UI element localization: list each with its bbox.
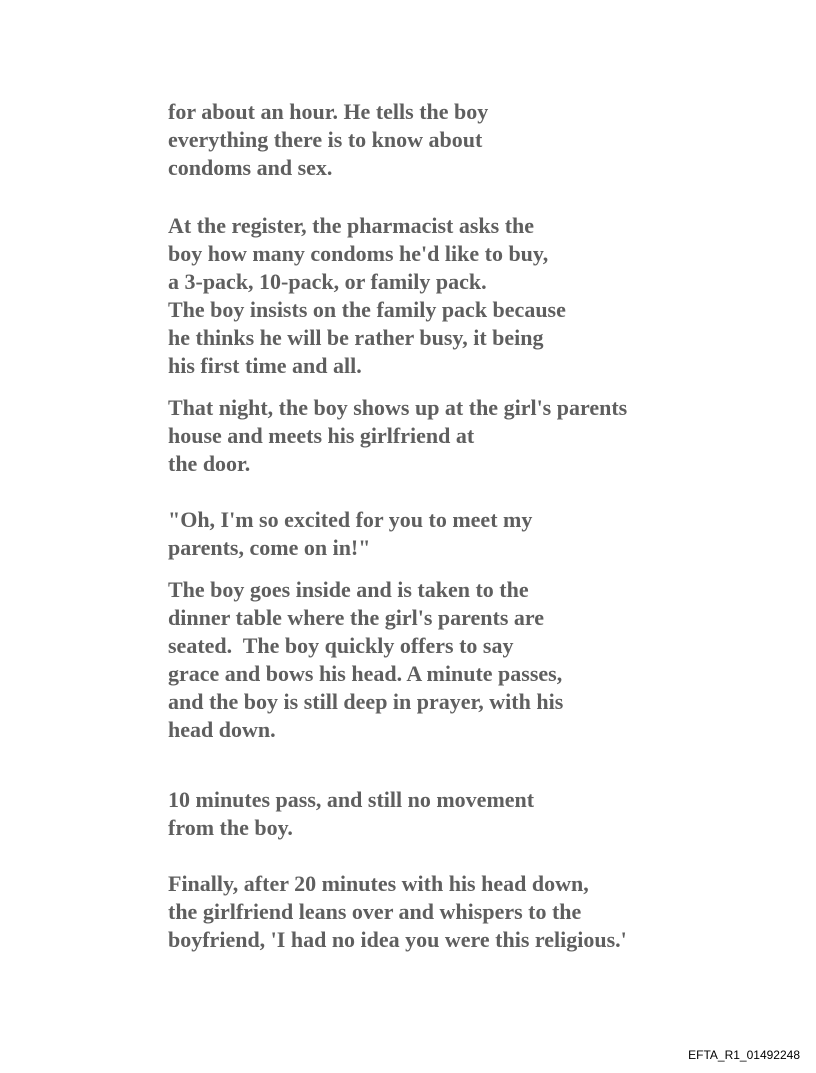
paragraph-2-line-5: he thinks he will be rather busy, it being <box>168 325 544 350</box>
paragraph-5-line-2: dinner table where the girl's parents are <box>168 605 545 630</box>
paragraph-1-line-2: everything there is to know about <box>168 127 483 152</box>
paragraph-1-line-3: condoms and sex. <box>168 155 333 180</box>
paragraph-6-line-2: from the boy. <box>168 815 293 840</box>
paragraph-2-line-6: his first time and all. <box>168 353 362 378</box>
paragraph-5-line-4: grace and bows his head. A minute passes, <box>168 661 563 686</box>
paragraph-7-line-3: boyfriend, 'I had no idea you were this religious.' <box>168 927 627 952</box>
paragraph-5-line-5: and the boy is still deep in prayer, with his <box>168 689 564 714</box>
paragraph-3-line-2: house and meets his girlfriend at <box>168 423 475 448</box>
paragraph-5-line-1: The boy goes inside and is taken to the <box>168 577 529 602</box>
document-id-label: EFTA_R1_01492248 <box>688 1048 800 1062</box>
paragraph-3-line-1: That night, the boy shows up at the girl's parents <box>168 395 628 420</box>
paragraph-1-line-1: for about an hour. He tells the boy <box>168 99 489 124</box>
paragraph-6-line-1: 10 minutes pass, and still no movement <box>168 787 535 812</box>
paragraph-2-line-3: a 3-pack, 10-pack, or family pack. <box>168 269 487 294</box>
paragraph-7-line-1: Finally, after 20 minutes with his head down, <box>168 871 589 896</box>
paragraph-4-line-1: "Oh, I'm so excited for you to meet my <box>168 507 533 532</box>
paragraph-5-line-6: head down. <box>168 717 276 742</box>
paragraph-2-line-4: The boy insists on the family pack because <box>168 297 566 322</box>
paragraph-2-line-2: boy how many condoms he'd like to buy, <box>168 241 549 266</box>
paragraph-4-line-2: parents, come on in!" <box>168 535 371 560</box>
paragraph-7-line-2: the girlfriend leans over and whispers to the <box>168 899 582 924</box>
paragraph-3-line-3: the door. <box>168 451 251 476</box>
paragraph-5-line-3: seated. The boy quickly offers to say <box>168 633 514 658</box>
paragraph-2-line-1: At the register, the pharmacist asks the <box>168 213 535 238</box>
